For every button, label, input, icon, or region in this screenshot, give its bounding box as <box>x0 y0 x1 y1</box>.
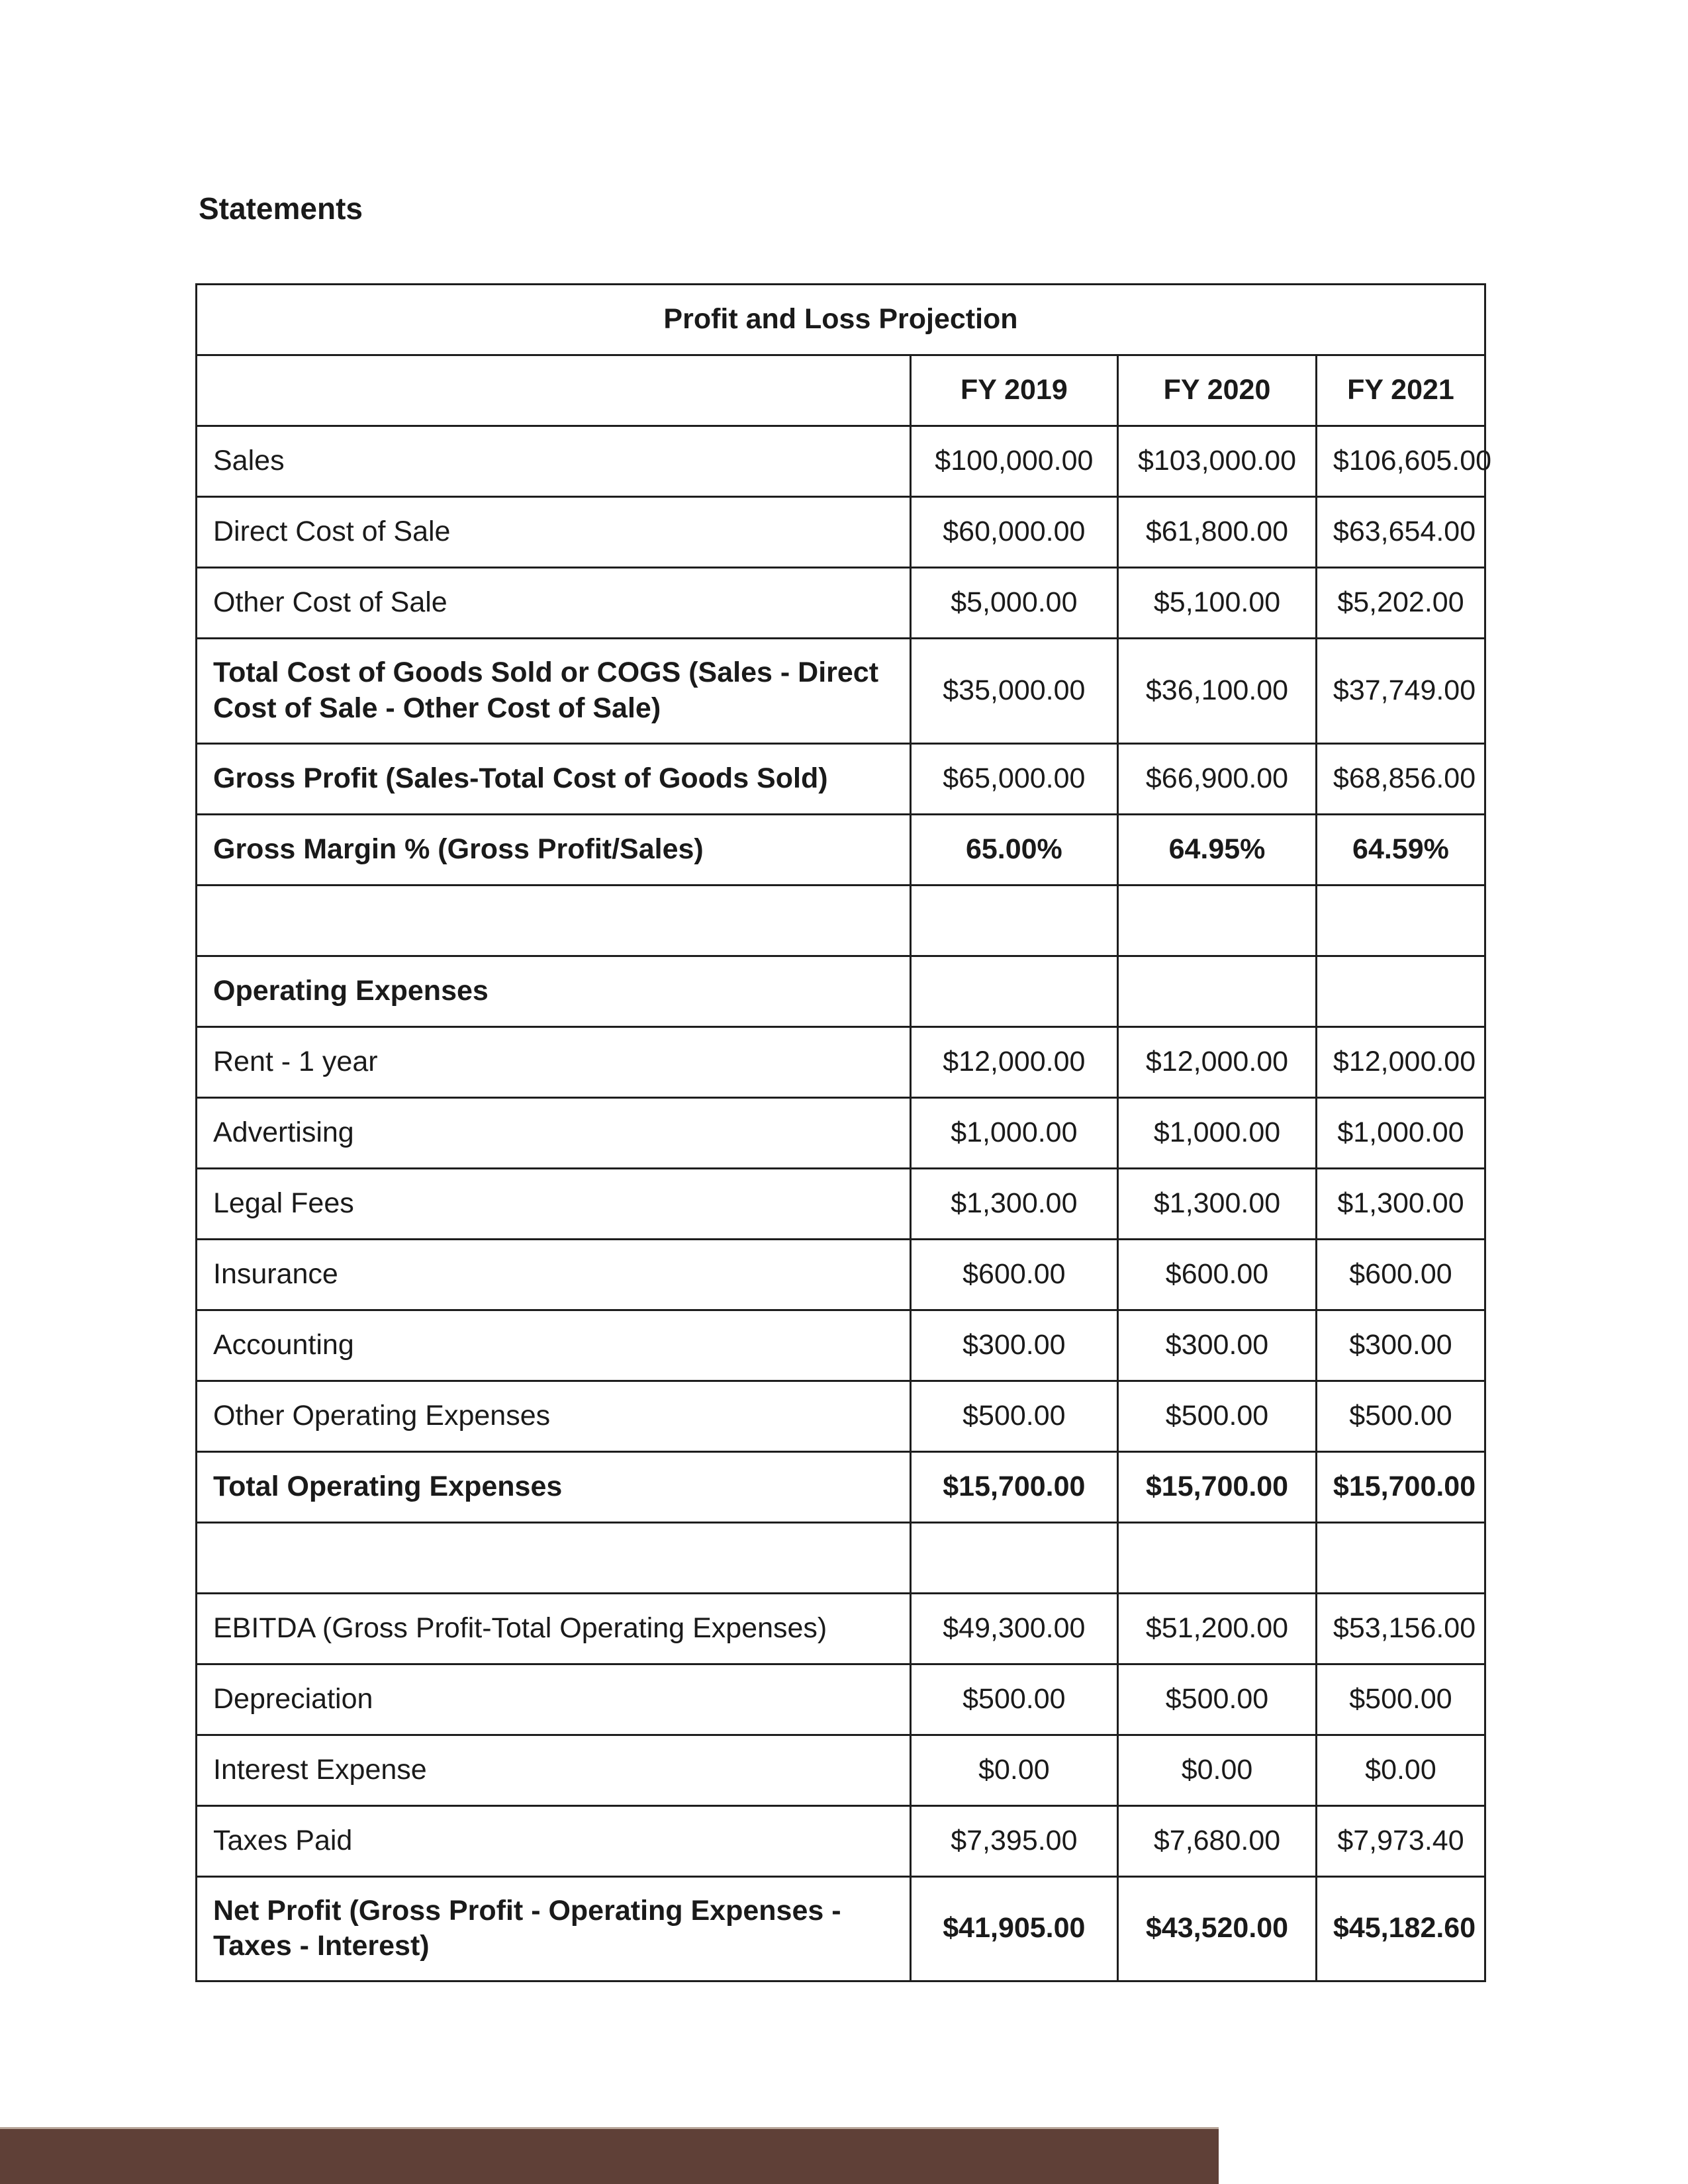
row-value-fy-2020: $500.00 <box>1118 1664 1317 1735</box>
row-value-fy-2021: 64.59% <box>1316 814 1485 885</box>
row-value-fy-2020: $300.00 <box>1118 1310 1317 1381</box>
row-value-fy-2019: $0.00 <box>910 1735 1117 1805</box>
column-header-fy-2021: FY 2021 <box>1316 355 1485 426</box>
row-value-fy-2019: $49,300.00 <box>910 1593 1117 1664</box>
row-value-fy-2019: $65,000.00 <box>910 743 1117 814</box>
row-value-fy-2020: $36,100.00 <box>1118 639 1317 744</box>
row-value-fy-2021: $0.00 <box>1316 1735 1485 1805</box>
row-value-fy-2021: $12,000.00 <box>1316 1026 1485 1097</box>
spacer-value-cell-fy-2020 <box>1118 885 1317 956</box>
row-accounting <box>197 1310 1485 1381</box>
row-value-fy-2021: $45,182.60 <box>1316 1876 1485 1981</box>
row-label: Rent - 1 year <box>197 1026 911 1097</box>
row-value-fy-2019: $1,300.00 <box>910 1168 1117 1239</box>
row-value-fy-2021: $53,156.00 <box>1316 1593 1485 1664</box>
row-value-fy-2021: $1,000.00 <box>1316 1097 1485 1168</box>
row-value-fy-2021: $68,856.00 <box>1316 743 1485 814</box>
row-value-fy-2019: $12,000.00 <box>910 1026 1117 1097</box>
row-value-fy-2021: $63,654.00 <box>1316 497 1485 568</box>
row-label: Total Operating Expenses <box>197 1451 911 1522</box>
row-total-cost-of-goods-sold-or-cogs-sales-direct-cost-of-sale-other-cost-of-sale <box>197 639 1485 744</box>
row-value-fy-2020: $5,100.00 <box>1118 568 1317 639</box>
row-value-fy-2021: $300.00 <box>1316 1310 1485 1381</box>
spacer-row <box>197 885 1485 956</box>
row-operating-expenses <box>197 956 1485 1026</box>
row-label: Direct Cost of Sale <box>197 497 911 568</box>
row-label: Operating Expenses <box>197 956 911 1026</box>
row-value-fy-2020: $12,000.00 <box>1118 1026 1317 1097</box>
row-label: Other Operating Expenses <box>197 1381 911 1451</box>
row-value-fy-2020: $1,000.00 <box>1118 1097 1317 1168</box>
row-gross-margin-gross-profit-sales <box>197 814 1485 885</box>
row-value-fy-2019: $35,000.00 <box>910 639 1117 744</box>
row-value-fy-2020 <box>1118 956 1317 1026</box>
row-value-fy-2019: $15,700.00 <box>910 1451 1117 1522</box>
row-value-fy-2021: $500.00 <box>1316 1664 1485 1735</box>
spacer-value-cell-fy-2019 <box>910 1522 1117 1593</box>
row-sales <box>197 426 1485 497</box>
row-label: Legal Fees <box>197 1168 911 1239</box>
row-label: Accounting <box>197 1310 911 1381</box>
row-value-fy-2020: $66,900.00 <box>1118 743 1317 814</box>
row-value-fy-2020: $1,300.00 <box>1118 1168 1317 1239</box>
row-value-fy-2021: $1,300.00 <box>1316 1168 1485 1239</box>
row-total-operating-expenses <box>197 1451 1485 1522</box>
row-value-fy-2021: $15,700.00 <box>1316 1451 1485 1522</box>
row-label: EBITDA (Gross Profit-Total Operating Expenses) <box>197 1593 911 1664</box>
spacer-value-cell-fy-2021 <box>1316 885 1485 956</box>
row-value-fy-2020: $43,520.00 <box>1118 1876 1317 1981</box>
spacer-value-cell-fy-2021 <box>1316 1522 1485 1593</box>
spacer-value-cell-fy-2020 <box>1118 1522 1317 1593</box>
spacer-row <box>197 1522 1485 1593</box>
row-value-fy-2019: $1,000.00 <box>910 1097 1117 1168</box>
row-interest-expense <box>197 1735 1485 1805</box>
row-label: Other Cost of Sale <box>197 568 911 639</box>
row-label: Total Cost of Goods Sold or COGS (Sales - Direct Cost of Sale - Other Cost of Sale) <box>197 639 911 744</box>
row-value-fy-2020: $61,800.00 <box>1118 497 1317 568</box>
table-title-row <box>197 285 1485 355</box>
row-value-fy-2019: 65.00% <box>910 814 1117 885</box>
row-label: Sales <box>197 426 911 497</box>
profit-and-loss-table <box>195 283 1492 1982</box>
row-value-fy-2019: $500.00 <box>910 1381 1117 1451</box>
row-value-fy-2021: $500.00 <box>1316 1381 1485 1451</box>
row-value-fy-2020: $500.00 <box>1118 1381 1317 1451</box>
row-value-fy-2020: $15,700.00 <box>1118 1451 1317 1522</box>
row-value-fy-2020: $103,000.00 <box>1118 426 1317 497</box>
row-value-fy-2021: $600.00 <box>1316 1239 1485 1310</box>
row-value-fy-2019: $100,000.00 <box>910 426 1117 497</box>
row-label: Depreciation <box>197 1664 911 1735</box>
spacer-value-cell-fy-2019 <box>910 885 1117 956</box>
row-value-fy-2019: $7,395.00 <box>910 1805 1117 1876</box>
row-value-fy-2020: $51,200.00 <box>1118 1593 1317 1664</box>
row-value-fy-2019: $300.00 <box>910 1310 1117 1381</box>
row-advertising <box>197 1097 1485 1168</box>
row-ebitda-gross-profit-total-operating-expenses <box>197 1593 1485 1664</box>
row-label: Insurance <box>197 1239 911 1310</box>
row-net-profit-gross-profit-operating-expenses-taxes-interest <box>197 1876 1485 1981</box>
row-label: Advertising <box>197 1097 911 1168</box>
row-value-fy-2019 <box>910 956 1117 1026</box>
row-legal-fees <box>197 1168 1485 1239</box>
row-taxes-paid <box>197 1805 1485 1876</box>
row-value-fy-2019: $41,905.00 <box>910 1876 1117 1981</box>
row-value-fy-2021: $7,973.40 <box>1316 1805 1485 1876</box>
row-direct-cost-of-sale <box>197 497 1485 568</box>
row-label: Gross Profit (Sales-Total Cost of Goods Sold) <box>197 743 911 814</box>
column-header-fy-2019: FY 2019 <box>910 355 1117 426</box>
row-rent-1-year <box>197 1026 1485 1097</box>
row-insurance <box>197 1239 1485 1310</box>
row-value-fy-2021: $106,605.00 <box>1316 426 1485 497</box>
table-header-row <box>197 355 1485 426</box>
row-value-fy-2020: 64.95% <box>1118 814 1317 885</box>
row-value-fy-2019: $500.00 <box>910 1664 1117 1735</box>
row-value-fy-2020: $600.00 <box>1118 1239 1317 1310</box>
row-other-cost-of-sale <box>197 568 1485 639</box>
row-value-fy-2019: $600.00 <box>910 1239 1117 1310</box>
row-label: Interest Expense <box>197 1735 911 1805</box>
column-header-fy-2020: FY 2020 <box>1118 355 1317 426</box>
spacer-label-cell <box>197 1522 911 1593</box>
row-value-fy-2020: $7,680.00 <box>1118 1805 1317 1876</box>
row-other-operating-expenses <box>197 1381 1485 1451</box>
spacer-label-cell <box>197 885 911 956</box>
row-label: Taxes Paid <box>197 1805 911 1876</box>
row-gross-profit-sales-total-cost-of-goods-sold <box>197 743 1485 814</box>
column-header-empty <box>197 355 911 426</box>
row-value-fy-2019: $60,000.00 <box>910 497 1117 568</box>
row-label: Net Profit (Gross Profit - Operating Expenses - Taxes - Interest) <box>197 1876 911 1981</box>
row-value-fy-2019: $5,000.00 <box>910 568 1117 639</box>
row-label: Gross Margin % (Gross Profit/Sales) <box>197 814 911 885</box>
row-value-fy-2020: $0.00 <box>1118 1735 1317 1805</box>
row-depreciation <box>197 1664 1485 1735</box>
footer-accent-bar <box>0 2127 1219 2184</box>
row-value-fy-2021: $5,202.00 <box>1316 568 1485 639</box>
row-value-fy-2021 <box>1316 956 1485 1026</box>
row-value-fy-2021: $37,749.00 <box>1316 639 1485 744</box>
table-title: Profit and Loss Projection <box>197 285 1485 355</box>
page-title: Statements <box>199 191 363 226</box>
